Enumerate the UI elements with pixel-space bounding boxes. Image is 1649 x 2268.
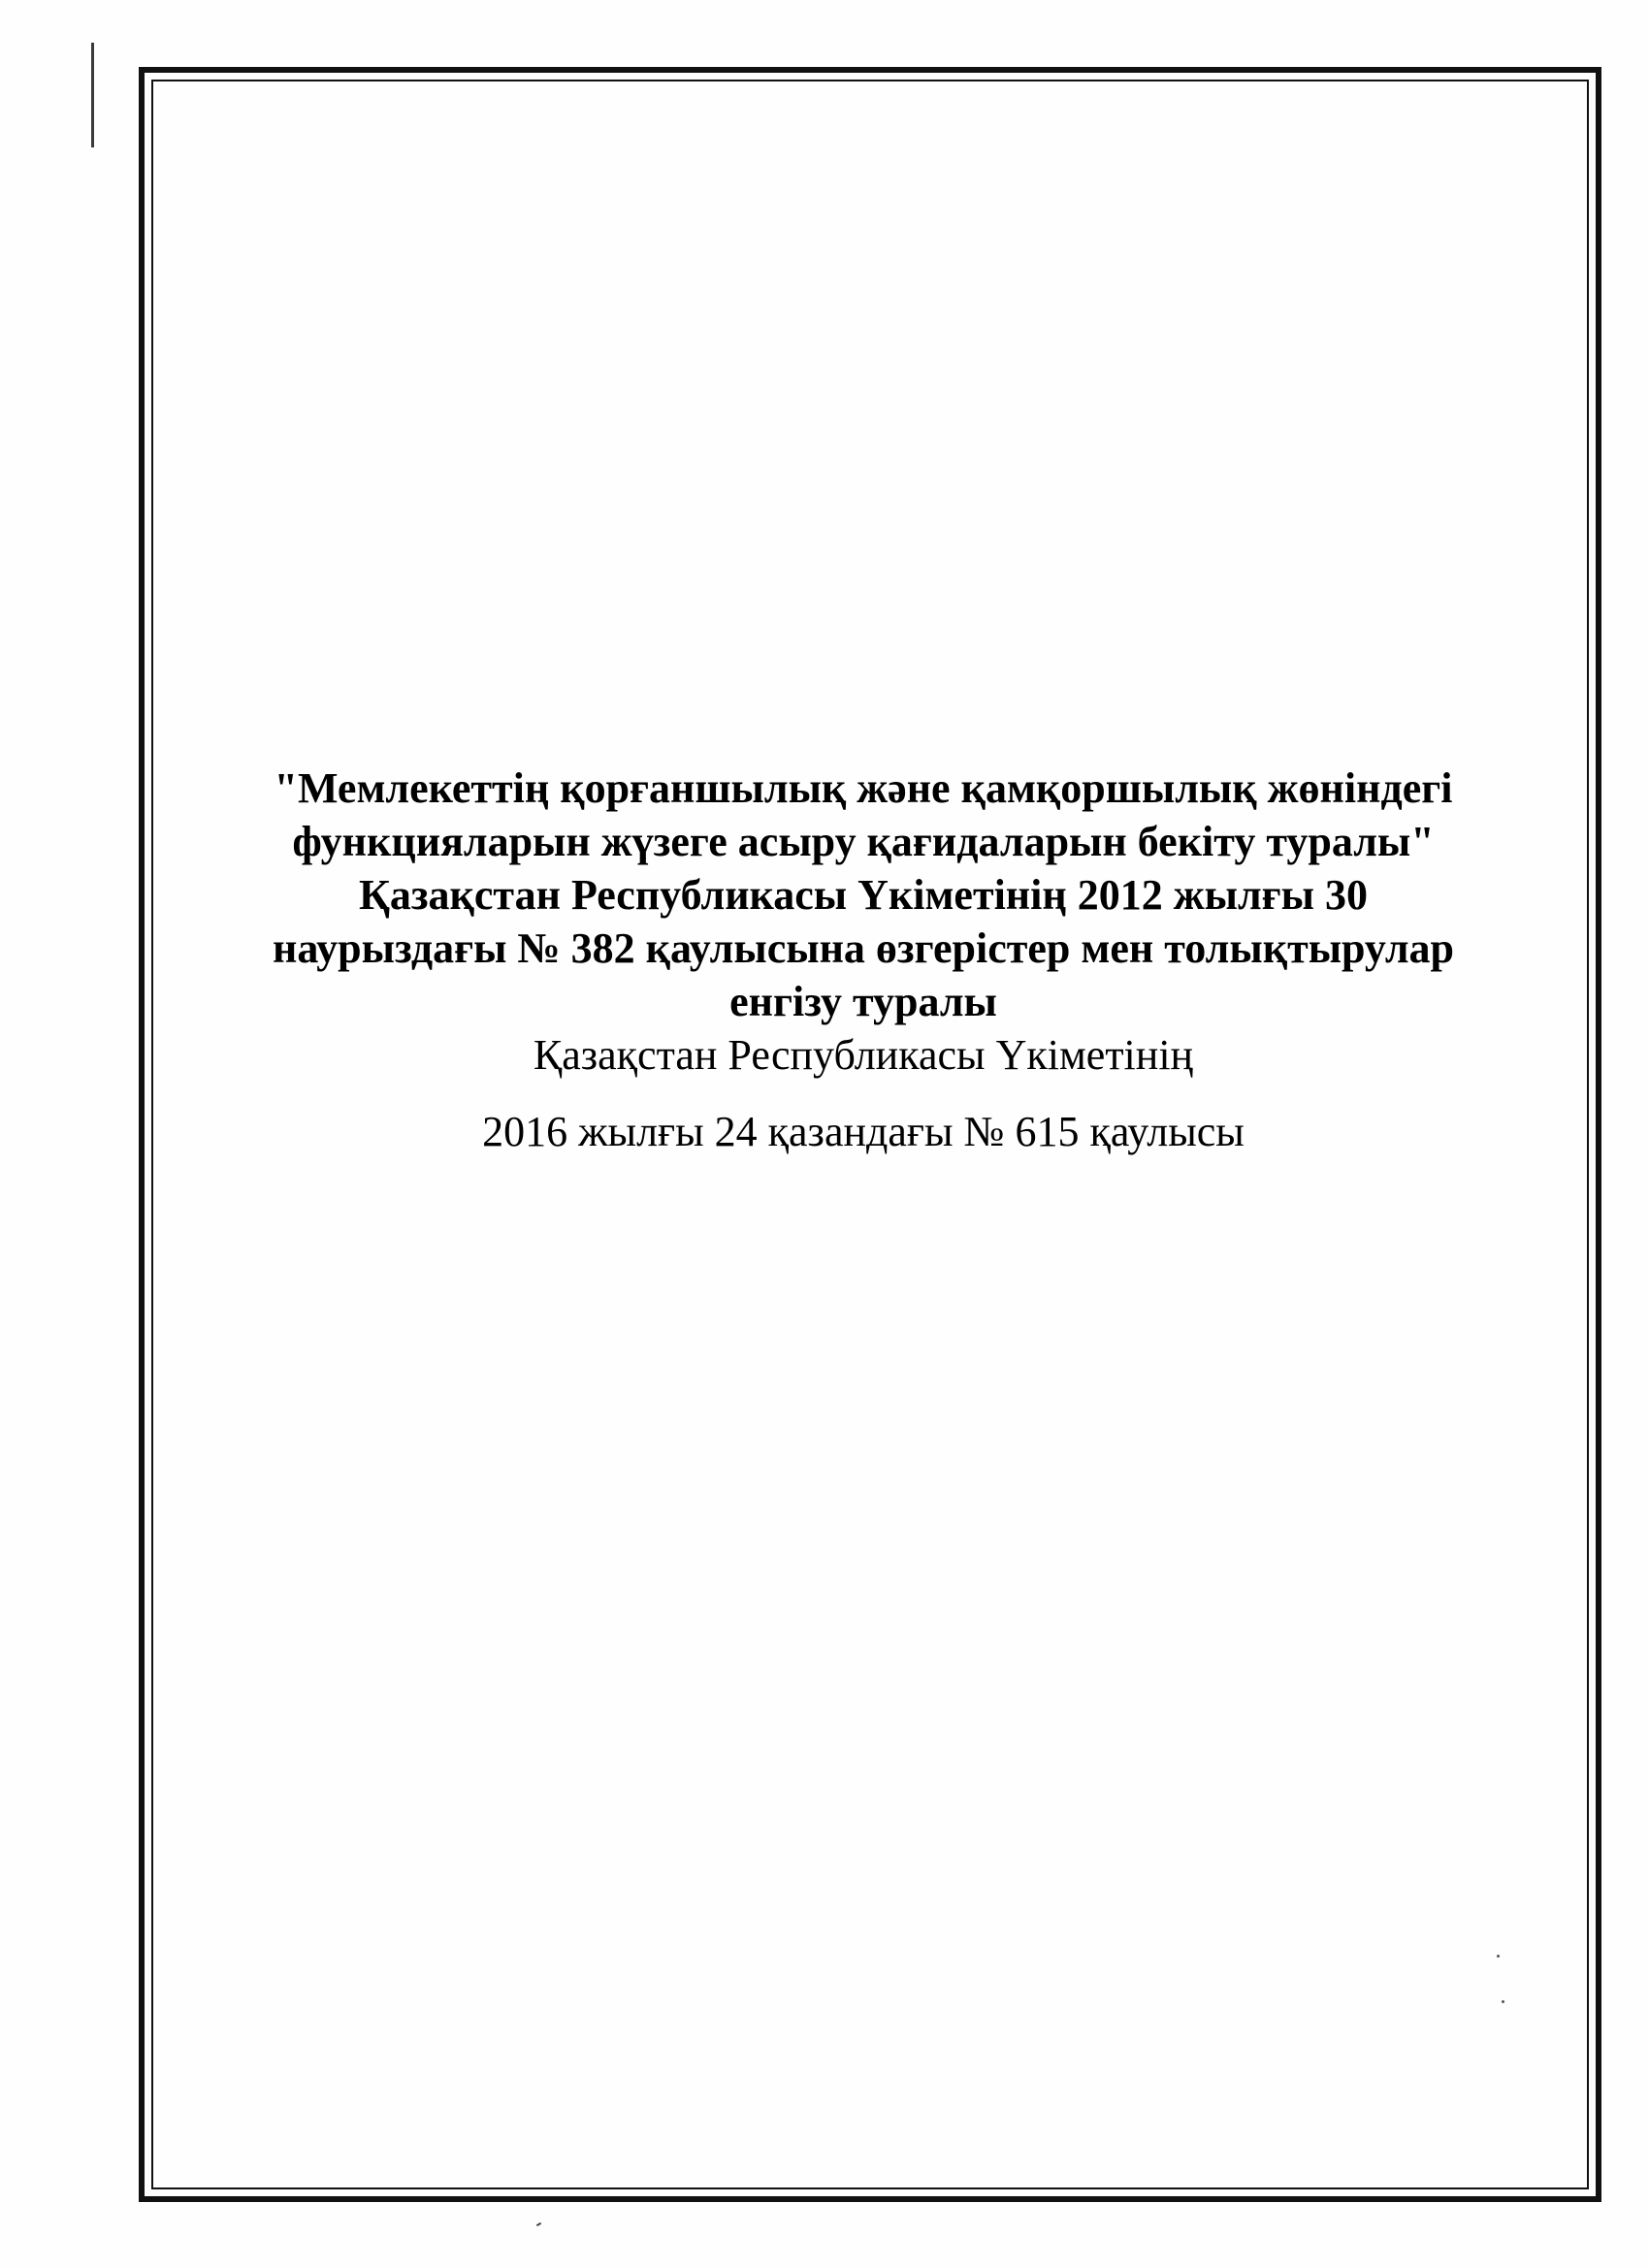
scan-speck <box>1497 1955 1500 1958</box>
issuer-line: Қазақстан Республикасы Үкіметінің <box>533 1031 1194 1079</box>
scan-edge-mark <box>91 43 94 147</box>
title-line-4: наурыздағы № 382 қаулысына өзгерістер мен толықтырулар <box>273 924 1454 972</box>
scan-speck <box>1502 2000 1504 2003</box>
document-heading <box>175 761 1552 1158</box>
scan-mark <box>536 2222 541 2226</box>
title-line-5: енгізу туралы <box>729 978 997 1025</box>
title-line-3: Қазақстан Республикасы Үкіметінің 2012 жылғы 30 <box>358 871 1369 919</box>
resolution-date-line: 2016 жылғы 24 қазандағы № 615 қаулысы <box>482 1108 1245 1155</box>
title-line-2: функцияларын жүзеге асыру қағидаларын бекіту туралы" <box>292 818 1435 865</box>
title-line-1: "Мемлекеттің қорғаншылық және қамқоршылық жөніндегі <box>274 764 1453 812</box>
